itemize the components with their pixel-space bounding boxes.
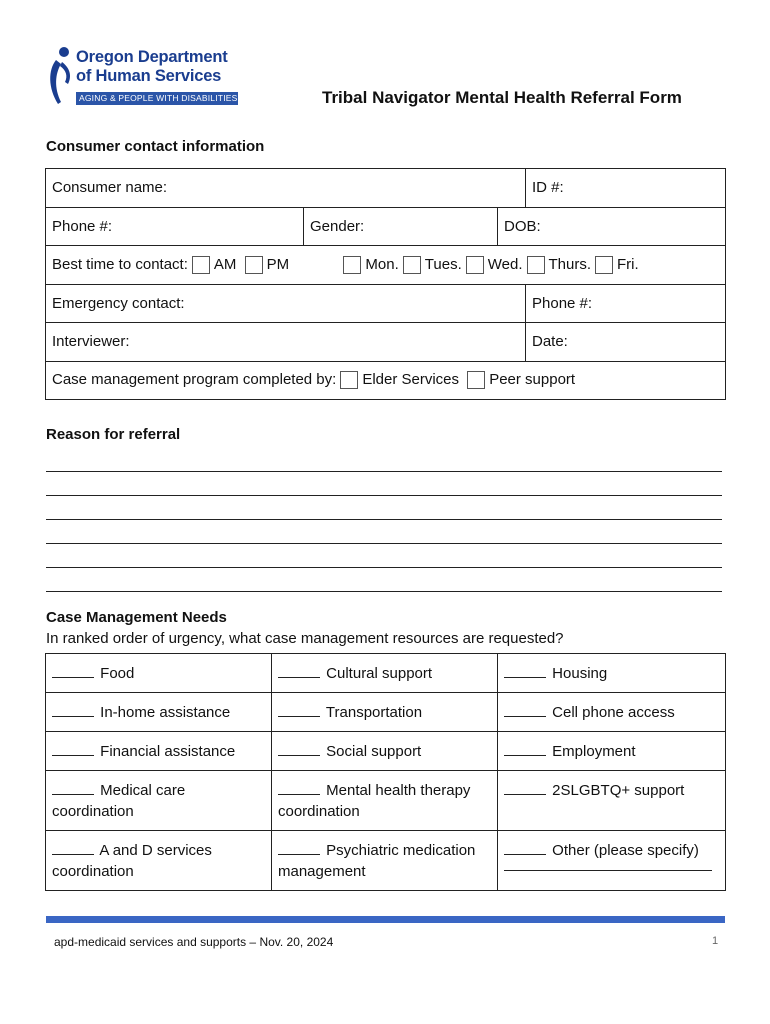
page-number: 1 — [712, 935, 719, 947]
form-title: Tribal Navigator Mental Health Referral Form — [322, 88, 682, 107]
emergency-contact-field[interactable]: Emergency contact: — [46, 284, 526, 323]
referral-heading: Reason for referral — [46, 426, 181, 443]
thurs-checkbox[interactable] — [527, 256, 545, 274]
tues-label: Tues. — [424, 255, 462, 273]
dhs-logo — [46, 44, 246, 108]
referral-line[interactable] — [46, 520, 722, 544]
fri-label: Fri. — [617, 255, 639, 273]
need-employment[interactable]: Employment — [498, 732, 726, 771]
need-food[interactable]: Food — [46, 654, 272, 693]
best-time-label: Best time to contact: — [52, 255, 188, 273]
need-transportation[interactable]: Transportation — [272, 693, 498, 732]
needs-heading: Case Management Needs — [46, 609, 227, 626]
need-medical-care-coordination[interactable]: Medical care coordination — [46, 771, 272, 831]
needs-table — [45, 653, 726, 891]
elder-services-label: Elder Services — [362, 371, 460, 389]
mon-label: Mon. — [365, 255, 399, 273]
referral-line[interactable] — [46, 448, 722, 472]
need-mental-health-therapy[interactable]: Mental health therapy coordination — [272, 771, 498, 831]
referral-line[interactable] — [46, 472, 722, 496]
am-label: AM — [213, 255, 237, 273]
case-mgmt-label: Case management program completed by: — [52, 371, 337, 389]
date-field[interactable]: Date: — [526, 323, 726, 362]
thurs-label: Thurs. — [548, 255, 592, 273]
need-financial-assistance[interactable]: Financial assistance — [46, 732, 272, 771]
fri-checkbox[interactable] — [595, 256, 613, 274]
phone-field[interactable]: Phone #: — [46, 207, 304, 246]
elder-services-checkbox[interactable] — [340, 371, 358, 389]
tues-checkbox[interactable] — [403, 256, 421, 274]
other-specify-line[interactable] — [504, 861, 712, 871]
need-psychiatric-medication[interactable]: Psychiatric medication management — [272, 831, 498, 891]
wed-checkbox[interactable] — [466, 256, 484, 274]
case-mgmt-row — [46, 361, 726, 400]
referral-line[interactable] — [46, 568, 722, 592]
pm-checkbox[interactable] — [245, 256, 263, 274]
contact-table — [45, 168, 726, 400]
dob-field[interactable]: DOB: — [498, 207, 726, 246]
need-housing[interactable]: Housing — [498, 654, 726, 693]
am-checkbox[interactable] — [192, 256, 210, 274]
contact-heading: Consumer contact information — [46, 138, 265, 155]
need-2slgbtq-support[interactable]: 2SLGBTQ+ support — [498, 771, 726, 831]
best-time-row — [46, 246, 726, 285]
need-social-support[interactable]: Social support — [272, 732, 498, 771]
id-field[interactable]: ID #: — [526, 169, 726, 208]
need-cultural-support[interactable]: Cultural support — [272, 654, 498, 693]
wed-label: Wed. — [487, 255, 523, 273]
mon-checkbox[interactable] — [343, 256, 361, 274]
pm-label: PM — [266, 255, 290, 273]
need-in-home-assistance[interactable]: In-home assistance — [46, 693, 272, 732]
footer-text: apd-medicaid services and supports – Nov. 20, 2024 — [54, 935, 334, 949]
footer-divider — [46, 916, 725, 923]
peer-support-checkbox[interactable] — [467, 371, 485, 389]
need-a-and-d-services[interactable]: A and D services coordination — [46, 831, 272, 891]
need-other[interactable]: Other (please specify) — [498, 831, 726, 891]
referral-line[interactable] — [46, 496, 722, 520]
logo-wordmark: Oregon Department of Human Services — [76, 48, 228, 85]
interviewer-field[interactable]: Interviewer: — [46, 323, 526, 362]
need-cell-phone-access[interactable]: Cell phone access — [498, 693, 726, 732]
logo-division-bar: AGING & PEOPLE WITH DISABILITIES — [76, 92, 238, 105]
person-figure-icon — [46, 44, 76, 108]
emergency-phone-field[interactable]: Phone #: — [526, 284, 726, 323]
referral-lines[interactable] — [46, 448, 722, 592]
needs-subheading: In ranked order of urgency, what case management resources are requested? — [46, 630, 564, 647]
referral-line[interactable] — [46, 544, 722, 568]
consumer-name-field[interactable]: Consumer name: — [46, 169, 526, 208]
gender-field[interactable]: Gender: — [304, 207, 498, 246]
peer-support-label: Peer support — [489, 371, 576, 389]
